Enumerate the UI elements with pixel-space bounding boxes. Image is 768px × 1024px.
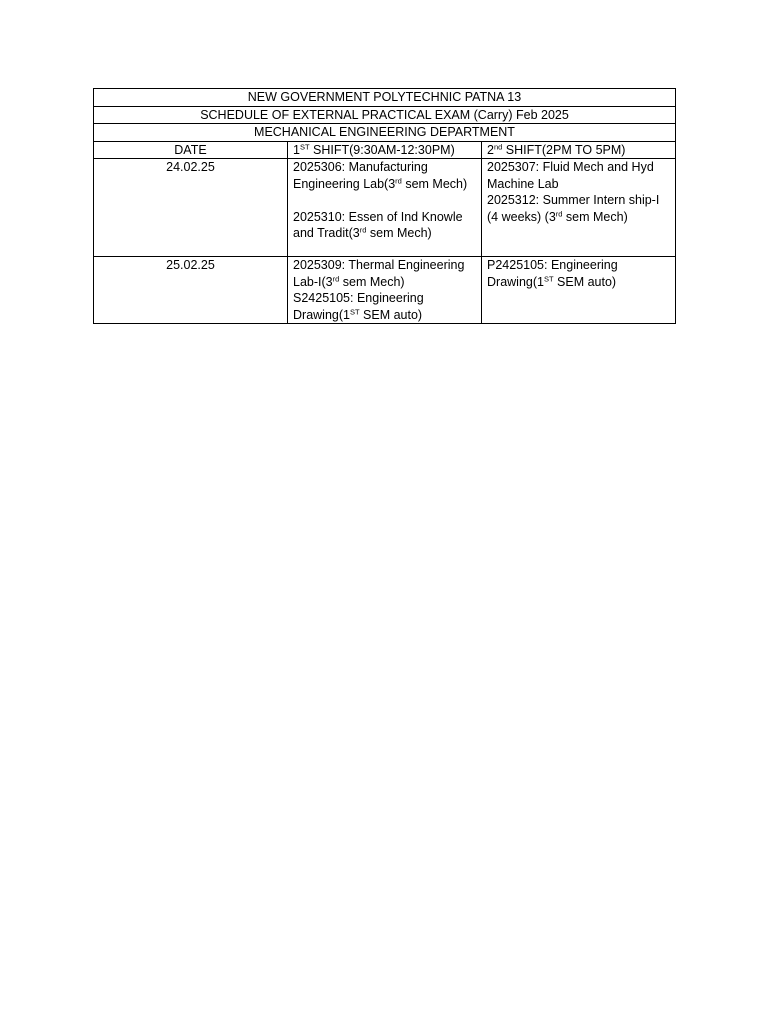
table-row xyxy=(94,257,676,324)
institution-name: NEW GOVERNMENT POLYTECHNIC PATNA 13 xyxy=(94,89,676,107)
date-cell: 25.02.25 xyxy=(94,257,288,324)
schedule-title-row xyxy=(94,106,676,124)
shift1-cell xyxy=(288,159,482,257)
exam-entry-text: SEM auto) xyxy=(553,274,617,289)
ordinal-suffix: rd xyxy=(332,274,340,283)
exam-entry-line: P2425105: Engineering xyxy=(487,258,618,272)
exam-entry-line: S2425105: Engineering xyxy=(293,291,424,305)
shift1-cell xyxy=(288,257,482,324)
exam-entry-line: 2025310: Essen of Ind Knowle xyxy=(293,209,463,224)
exam-schedule-table xyxy=(93,88,676,324)
exam-entry-line: 2025309: Thermal Engineering xyxy=(293,258,465,272)
shift2-header xyxy=(482,141,676,159)
shift2-header-suffix: nd xyxy=(493,142,503,151)
shift2-cell xyxy=(482,257,676,324)
ordinal-suffix: rd xyxy=(359,225,367,235)
exam-entry-text: (4 weeks) (3 xyxy=(487,209,556,224)
schedule-title: SCHEDULE OF EXTERNAL PRACTICAL EXAM (Carry) Feb 2025 xyxy=(94,106,676,124)
ordinal-suffix: ST xyxy=(349,307,360,316)
shift1-header-label: SHIFT(9:30AM-12:30PM) xyxy=(309,142,455,157)
exam-entry-line xyxy=(293,225,476,242)
ordinal-suffix: rd xyxy=(555,209,563,218)
exam-entry-line: 2025312: Summer Intern ship-I xyxy=(487,193,660,207)
exam-entry-text: sem Mech) xyxy=(401,176,468,191)
institution-row xyxy=(94,89,676,107)
ordinal-suffix: rd xyxy=(395,176,402,185)
header-row xyxy=(94,141,676,159)
exam-entry-text: Engineering Lab(3 xyxy=(293,176,396,191)
exam-entry-text: Drawing(1 xyxy=(293,307,350,322)
exam-entry-text: Drawing(1 xyxy=(487,274,544,289)
department-name: MECHANICAL ENGINEERING DEPARTMENT xyxy=(94,124,676,142)
shift2-header-label: SHIFT(2PM TO 5PM) xyxy=(502,142,626,157)
exam-entry-text: sem Mech) xyxy=(562,209,628,224)
shift1-header xyxy=(288,141,482,159)
ordinal-suffix: ST xyxy=(543,274,554,283)
date-cell: 24.02.25 xyxy=(94,159,288,257)
exam-entry-text: SEM auto) xyxy=(359,307,423,322)
date-header xyxy=(94,141,288,159)
department-row xyxy=(94,124,676,142)
exam-entry-line xyxy=(293,274,476,291)
exam-entry-line: 2025306: Manufacturing xyxy=(293,160,428,174)
shift2-cell xyxy=(482,159,676,257)
exam-entry-text: sem Mech) xyxy=(339,274,405,289)
date-header-label: DATE xyxy=(174,142,207,157)
exam-entry-line: 2025307: Fluid Mech and Hyd xyxy=(487,160,654,174)
spacer xyxy=(293,192,476,209)
shift1-header-suffix: ST xyxy=(299,142,310,151)
exam-entry-text: Lab-I(3 xyxy=(293,274,333,289)
shift1-header-number: 1 xyxy=(293,142,300,157)
exam-entry-line xyxy=(487,274,670,291)
exam-entry-line xyxy=(293,176,476,193)
table-row xyxy=(94,159,676,257)
exam-entry-text: sem Mech) xyxy=(366,226,432,240)
exam-entry-line: Machine Lab xyxy=(487,176,559,191)
exam-entry-text: and Tradit(3 xyxy=(293,226,360,240)
exam-entry-line xyxy=(487,209,670,226)
shift2-header-number: 2 xyxy=(487,142,494,157)
exam-entry-line xyxy=(293,307,476,324)
